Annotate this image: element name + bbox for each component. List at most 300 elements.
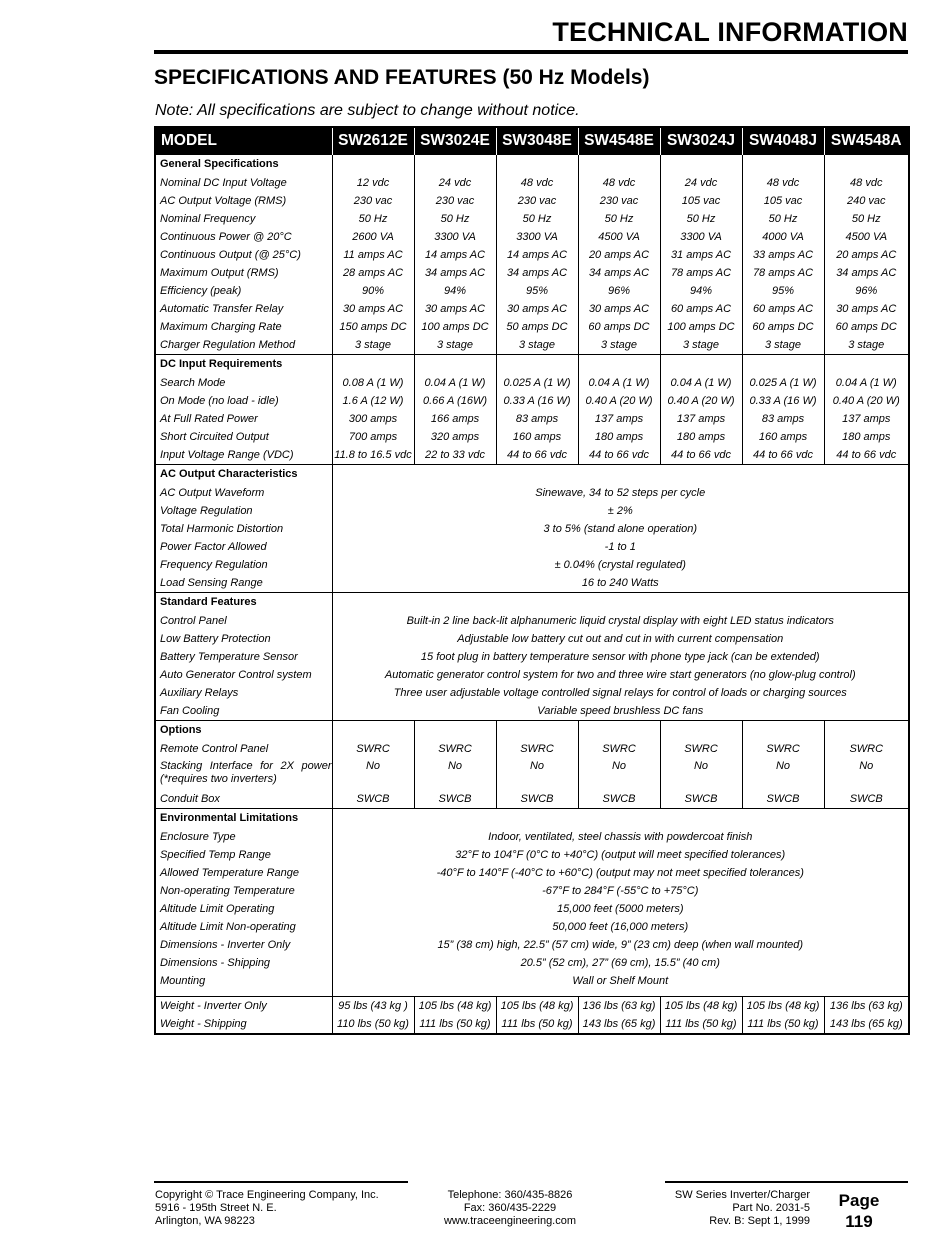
row-value-cell: SWRC <box>660 740 742 758</box>
table-row <box>155 936 909 954</box>
row-label: AC Output Voltage (RMS) <box>155 192 332 210</box>
row-value-cell: 105 vac <box>660 192 742 210</box>
table-row <box>155 900 909 918</box>
row-value-cell: 90% <box>332 282 414 300</box>
section-header-row <box>155 155 909 175</box>
row-value-cell: 0.40 A (20 W) <box>578 392 660 410</box>
section-header-filler <box>332 465 909 485</box>
row-value-cell: 0.66 A (16W) <box>414 392 496 410</box>
row-value-cell: 94% <box>660 282 742 300</box>
row-label: Mounting <box>155 972 332 990</box>
footer-rule-left <box>154 1181 408 1183</box>
row-value-cell: 50 Hz <box>414 210 496 228</box>
page-number: 119 <box>845 1212 873 1231</box>
section-header-filler <box>742 721 824 741</box>
row-value-cell: 300 amps <box>332 410 414 428</box>
row-value-cell: 160 amps <box>742 428 824 446</box>
row-value-cell: 180 amps <box>578 428 660 446</box>
table-row <box>155 174 909 192</box>
row-value-cell: 33 amps AC <box>742 246 824 264</box>
row-label: Allowed Temperature Range <box>155 864 332 882</box>
row-value-cell: 143 lbs (65 kg) <box>578 1015 660 1034</box>
model-header-cell: SW4548A <box>824 127 909 155</box>
table-row <box>155 972 909 990</box>
row-value-cell: 78 amps AC <box>660 264 742 282</box>
row-label: Dimensions - Shipping <box>155 954 332 972</box>
row-value-cell: 30 amps AC <box>496 300 578 318</box>
row-value-merged: ± 2% <box>607 505 633 517</box>
row-label: Altitude Limit Operating <box>155 900 332 918</box>
row-value-merged: Adjustable low battery cut out and cut in with current compensation <box>457 633 784 645</box>
table-row <box>155 410 909 428</box>
row-value-cell: 3300 VA <box>414 228 496 246</box>
row-value-cell: 60 amps DC <box>742 318 824 336</box>
row-value-cell: SWRC <box>414 740 496 758</box>
row-label: Short Circuited Output <box>155 428 332 446</box>
row-value-merged: Sinewave, 34 to 52 steps per cycle <box>535 487 706 499</box>
row-value-merged: Variable speed brushless DC fans <box>537 705 704 717</box>
row-value-cell: 96% <box>578 282 660 300</box>
row-label: Altitude Limit Non-operating <box>155 918 332 936</box>
section-header-filler <box>824 721 909 741</box>
row-value-cell: 105 lbs (48 kg) <box>660 997 742 1016</box>
row-label: Enclosure Type <box>155 828 332 846</box>
row-value-cell: 30 amps AC <box>836 303 897 315</box>
row-value-cell: 3 stage <box>332 336 414 355</box>
table-row <box>155 318 909 336</box>
footer-revision: Rev. B: Sept 1, 1999 <box>709 1215 810 1227</box>
footer-address <box>155 1189 379 1228</box>
row-label: Nominal DC Input Voltage <box>155 174 332 192</box>
row-value-cell: 31 amps AC <box>660 246 742 264</box>
row-label: Low Battery Protection <box>155 630 332 648</box>
row-value-cell: 137 amps <box>842 413 891 425</box>
row-value-cell: 24 vdc <box>414 174 496 192</box>
row-value-cell: 3 stage <box>742 336 824 355</box>
table-row <box>155 740 909 758</box>
footer-document-info <box>630 1189 810 1228</box>
table-row <box>155 446 909 465</box>
row-value-cell: 3 stage <box>848 339 885 351</box>
row-value-merged: Built-in 2 line back-lit alphanumeric liquid crystal display with eight LED status indicators <box>406 615 834 627</box>
row-value-cell: 50 Hz <box>578 210 660 228</box>
row-label: Search Mode <box>155 374 332 392</box>
row-value-cell: 105 vac <box>742 192 824 210</box>
section-header-row <box>155 465 909 485</box>
row-value-merged: 15,000 feet (5000 meters) <box>556 903 684 915</box>
row-value-cell: 143 lbs (65 kg) <box>829 1018 903 1030</box>
section-header-row <box>155 721 909 741</box>
row-label: At Full Rated Power <box>155 410 332 428</box>
table-row <box>155 612 909 630</box>
footer-product: SW Series Inverter/Charger <box>674 1189 810 1201</box>
row-value-merged: Wall or Shelf Mount <box>572 975 669 987</box>
row-value-cell: 60 amps DC <box>835 321 897 333</box>
section-header-filler <box>824 155 909 175</box>
model-header: MODEL <box>155 127 332 155</box>
row-value-cell: 0.08 A (1 W) <box>332 374 414 392</box>
row-label: Maximum Charging Rate <box>155 318 332 336</box>
table-row <box>155 1015 909 1034</box>
section-header-filler <box>414 155 496 175</box>
section-header-filler <box>578 155 660 175</box>
row-value-cell: 3 stage <box>578 336 660 355</box>
table-row <box>155 246 909 264</box>
model-header-cell: SW3024E <box>414 127 496 155</box>
row-value-cell: 0.33 A (16 W) <box>742 392 824 410</box>
row-value-cell: SWCB <box>660 790 742 809</box>
row-value-cell: 44 to 66 vdc <box>660 446 742 465</box>
footer-copyright: Copyright © Trace Engineering Company, Inc. <box>155 1189 379 1201</box>
footer-rule-right <box>665 1181 908 1183</box>
row-label: Maximum Output (RMS) <box>155 264 332 282</box>
model-header-cell: SW4048J <box>742 127 824 155</box>
section-header-filler <box>578 721 660 741</box>
section-header-row <box>155 355 909 375</box>
section-title-standard: Standard Features <box>155 593 332 613</box>
section-header-filler <box>332 593 909 613</box>
section-title-general: General Specifications <box>155 155 332 175</box>
row-value-cell: 50 Hz <box>851 213 881 225</box>
row-value-cell: 105 lbs (48 kg) <box>742 997 824 1016</box>
row-value-cell: 12 vdc <box>332 174 414 192</box>
row-value-merged: 50,000 feet (16,000 meters) <box>552 921 689 933</box>
row-value-cell: SWRC <box>742 740 824 758</box>
table-row <box>155 556 909 574</box>
section-header-filler <box>660 355 742 375</box>
table-row <box>155 264 909 282</box>
row-value-cell: 60 amps AC <box>660 300 742 318</box>
section-header-filler <box>496 721 578 741</box>
table-row <box>155 428 909 446</box>
model-header-cell: SW3024J <box>660 127 742 155</box>
row-value-cell: 100 amps DC <box>660 318 742 336</box>
row-value-cell: 4500 VA <box>845 231 888 243</box>
row-value-cell: 96% <box>855 285 878 297</box>
row-value-cell: SWCB <box>414 790 496 809</box>
row-value-cell: 111 lbs (50 kg) <box>660 1015 742 1034</box>
row-value-cell: 0.025 A (1 W) <box>742 374 824 392</box>
table-row <box>155 882 909 900</box>
table-header-row <box>155 127 909 155</box>
row-value-cell: 30 amps AC <box>332 300 414 318</box>
table-row <box>155 997 909 1016</box>
row-value-cell: 44 to 66 vdc <box>742 446 824 465</box>
row-value-merged: -67°F to 284°F (-55°C to +75°C) <box>542 885 699 897</box>
row-value-cell: 60 amps AC <box>742 300 824 318</box>
row-value-cell: 110 lbs (50 kg) <box>332 1015 414 1034</box>
row-value-cell: SWCB <box>742 790 824 809</box>
row-label: Stacking Interface for 2X power (*requires two inverters) <box>155 758 332 790</box>
row-value-cell: 83 amps <box>742 410 824 428</box>
row-value-cell: 44 to 66 vdc <box>836 449 897 461</box>
row-value-cell: 4000 VA <box>742 228 824 246</box>
row-value-cell: 3 stage <box>414 336 496 355</box>
row-value-cell: 14 amps AC <box>496 246 578 264</box>
row-label: Remote Control Panel <box>155 740 332 758</box>
model-header-cell: SW4548E <box>578 127 660 155</box>
row-label: Weight - Shipping <box>155 1015 332 1034</box>
row-value-cell: 0.04 A (1 W) <box>835 377 897 389</box>
row-value-cell: 48 vdc <box>742 174 824 192</box>
specifications-table <box>154 126 910 1035</box>
section-title: SPECIFICATIONS AND FEATURES (50 Hz Models) <box>154 66 650 89</box>
row-value-cell: 105 lbs (48 kg) <box>496 997 578 1016</box>
footer-telephone: Telephone: 360/435-8826 <box>447 1189 573 1201</box>
row-label: Nominal Frequency <box>155 210 332 228</box>
row-value-merged: 15” (38 cm) high, 22.5” (57 cm) wide, 9” (23 cm) deep (when wall mounted) <box>437 939 804 951</box>
row-value-cell: 50 Hz <box>742 210 824 228</box>
header-title: TECHNICAL INFORMATION <box>552 17 908 47</box>
section-title-environmental: Environmental Limitations <box>155 809 332 829</box>
table-row <box>155 192 909 210</box>
row-value-cell: 4500 VA <box>578 228 660 246</box>
row-value-cell: 50 Hz <box>660 210 742 228</box>
row-value-cell: 0.33 A (16 W) <box>496 392 578 410</box>
table-row <box>155 954 909 972</box>
row-value-cell: 0.40 A (20 W) <box>660 392 742 410</box>
row-label: Battery Temperature Sensor <box>155 648 332 666</box>
row-value-cell: 95% <box>496 282 578 300</box>
row-label: Power Factor Allowed <box>155 538 332 556</box>
row-label: On Mode (no load - idle) <box>155 392 332 410</box>
row-value-cell: 700 amps <box>332 428 414 446</box>
table-row <box>155 630 909 648</box>
row-value-cell: 34 amps AC <box>836 267 897 279</box>
row-value-cell: SWCB <box>849 793 883 805</box>
row-value-cell: 230 vac <box>578 192 660 210</box>
section-title-dc_input: DC Input Requirements <box>155 355 332 375</box>
table-row <box>155 300 909 318</box>
table-row <box>155 648 909 666</box>
row-value-cell: 14 amps AC <box>414 246 496 264</box>
row-label: Load Sensing Range <box>155 574 332 593</box>
footer-part-number: Part No. 2031-5 <box>732 1202 810 1214</box>
section-header-filler <box>660 721 742 741</box>
row-label: Total Harmonic Distortion <box>155 520 332 538</box>
row-label: Automatic Transfer Relay <box>155 300 332 318</box>
row-value-cell: No <box>332 758 414 790</box>
row-value-cell: SWRC <box>496 740 578 758</box>
row-value-cell: 137 amps <box>578 410 660 428</box>
row-value-cell: 166 amps <box>414 410 496 428</box>
row-value-cell: 160 amps <box>496 428 578 446</box>
row-value-cell: 180 amps <box>842 431 891 443</box>
row-label: Fan Cooling <box>155 702 332 721</box>
row-value-cell: 3 stage <box>496 336 578 355</box>
row-value-cell: 48 vdc <box>578 174 660 192</box>
header-rule <box>154 50 908 54</box>
page-number-block <box>826 1190 892 1232</box>
row-value-merged: 32°F to 104°F (0°C to +40°C) (output will meet specified tolerances) <box>455 849 786 861</box>
section-header-row <box>155 809 909 829</box>
table-row <box>155 374 909 392</box>
row-value-cell: 48 vdc <box>496 174 578 192</box>
row-value-cell: No <box>742 758 824 790</box>
row-value-cell: 111 lbs (50 kg) <box>742 1015 824 1034</box>
row-value-cell: 3300 VA <box>660 228 742 246</box>
table-row <box>155 574 909 593</box>
section-header-filler <box>660 155 742 175</box>
model-header-cell: SW3048E <box>496 127 578 155</box>
row-value-cell: 0.025 A (1 W) <box>496 374 578 392</box>
section-header-filler <box>332 355 414 375</box>
row-value-merged: -1 to 1 <box>604 541 636 553</box>
table-row <box>155 702 909 721</box>
section-header-filler <box>496 355 578 375</box>
row-value-cell: 22 to 33 vdc <box>414 446 496 465</box>
row-value-cell: 24 vdc <box>660 174 742 192</box>
row-value-cell: 3 stage <box>660 336 742 355</box>
section-header-filler <box>332 809 909 829</box>
section-header-filler <box>414 721 496 741</box>
row-value-cell: 48 vdc <box>850 177 883 189</box>
row-value-cell: 83 amps <box>496 410 578 428</box>
table-row <box>155 282 909 300</box>
section-header-filler <box>332 155 414 175</box>
row-value-cell: 3300 VA <box>496 228 578 246</box>
row-value-cell: 11.8 to 16.5 vdc <box>332 446 414 465</box>
row-label: Auto Generator Control system <box>155 666 332 684</box>
footer-fax: Fax: 360/435-2229 <box>463 1202 557 1214</box>
row-value-cell: 0.40 A (20 W) <box>832 395 900 407</box>
row-value-cell: 0.04 A (1 W) <box>660 374 742 392</box>
row-value-cell: 150 amps DC <box>332 318 414 336</box>
row-value-cell: 78 amps AC <box>742 264 824 282</box>
row-value-cell: No <box>660 758 742 790</box>
row-value-merged: ± 0.04% (crystal regulated) <box>554 559 686 571</box>
row-label: Charger Regulation Method <box>155 336 332 355</box>
table-row <box>155 520 909 538</box>
row-value-cell: 240 vac <box>846 195 886 207</box>
row-value-cell: 0.04 A (1 W) <box>578 374 660 392</box>
row-value-cell: 50 Hz <box>496 210 578 228</box>
row-value-cell: 20 amps AC <box>578 246 660 264</box>
row-value-merged: Three user adjustable voltage controlled signal relays for control of loads or charging sources <box>393 687 847 699</box>
row-value-cell: 44 to 66 vdc <box>578 446 660 465</box>
row-value-cell: 111 lbs (50 kg) <box>496 1015 578 1034</box>
row-value-merged: 15 foot plug in battery temperature sensor with phone type jack (can be extended) <box>420 651 820 663</box>
footer-contact <box>410 1189 610 1228</box>
row-label: Control Panel <box>155 612 332 630</box>
row-value-cell: 95 lbs (43 kg ) <box>332 997 414 1016</box>
row-value-cell: 94% <box>414 282 496 300</box>
row-label: Conduit Box <box>155 790 332 809</box>
row-value-merged: Automatic generator control system for two and three wire start generators (no glow-plug control) <box>384 669 856 681</box>
section-header-filler <box>414 355 496 375</box>
row-value-cell: 50 Hz <box>332 210 414 228</box>
row-value-cell: 100 amps DC <box>414 318 496 336</box>
row-value-merged: 16 to 240 Watts <box>581 577 659 589</box>
table-row <box>155 538 909 556</box>
row-value-merged: Indoor, ventilated, steel chassis with powdercoat finish <box>488 831 753 843</box>
row-value-cell: SWRC <box>578 740 660 758</box>
table-row <box>155 684 909 702</box>
row-value-merged: -40°F to 140°F (-40°C to +60°C) (output may not meet specified tolerances) <box>436 867 804 879</box>
section-header-filler <box>742 155 824 175</box>
row-value-cell: 180 amps <box>660 428 742 446</box>
section-header-filler <box>742 355 824 375</box>
section-title-ac_output: AC Output Characteristics <box>155 465 332 485</box>
row-value-cell: 11 amps AC <box>332 246 414 264</box>
section-header-filler <box>496 155 578 175</box>
row-value-merged: 3 to 5% (stand alone operation) <box>543 523 697 535</box>
row-value-cell: No <box>414 758 496 790</box>
footer-website: www.traceengineering.com <box>443 1215 577 1227</box>
row-value-cell: 34 amps AC <box>496 264 578 282</box>
note: Note: All specifications are subject to change without notice. <box>155 102 580 119</box>
row-label: Specified Temp Range <box>155 846 332 864</box>
row-value-cell: No <box>496 758 578 790</box>
table-row <box>155 758 909 790</box>
row-value-cell: 50 amps DC <box>496 318 578 336</box>
row-value-cell: SWCB <box>578 790 660 809</box>
section-header-filler <box>824 355 909 375</box>
footer-street: 5916 - 195th Street N. E. <box>155 1202 277 1214</box>
row-label: Input Voltage Range (VDC) <box>155 446 332 465</box>
row-value-cell: 137 amps <box>660 410 742 428</box>
row-value-cell: 230 vac <box>496 192 578 210</box>
row-value-cell: 0.04 A (1 W) <box>414 374 496 392</box>
row-value-cell: SWCB <box>332 790 414 809</box>
row-label: Voltage Regulation <box>155 502 332 520</box>
row-label: Continuous Power @ 20°C <box>155 228 332 246</box>
row-value-cell: 34 amps AC <box>414 264 496 282</box>
row-label: Auxiliary Relays <box>155 684 332 702</box>
row-value-cell: SWCB <box>496 790 578 809</box>
row-value-cell: 28 amps AC <box>332 264 414 282</box>
model-header-cell: SW2612E <box>332 127 414 155</box>
row-value-cell: 230 vac <box>414 192 496 210</box>
row-value-cell: 136 lbs (63 kg) <box>824 997 909 1016</box>
row-value-cell: 95% <box>742 282 824 300</box>
row-value-cell: 20 amps AC <box>836 249 897 261</box>
row-value-cell: 30 amps AC <box>578 300 660 318</box>
row-value-cell: SWRC <box>332 740 414 758</box>
table-row <box>155 828 909 846</box>
row-label: Efficiency (peak) <box>155 282 332 300</box>
table-row <box>155 864 909 882</box>
row-label: Frequency Regulation <box>155 556 332 574</box>
row-label: AC Output Waveform <box>155 484 332 502</box>
row-label: Dimensions - Inverter Only <box>155 936 332 954</box>
row-label: Weight - Inverter Only <box>155 997 332 1016</box>
row-value-cell: 44 to 66 vdc <box>496 446 578 465</box>
table-row <box>155 790 909 809</box>
footer-city: Arlington, WA 98223 <box>155 1215 255 1227</box>
row-value-cell: 136 lbs (63 kg) <box>578 997 660 1016</box>
page-header <box>154 16 908 54</box>
row-value-cell: 230 vac <box>332 192 414 210</box>
row-value-cell: No <box>578 758 660 790</box>
table-row <box>155 918 909 936</box>
table-row <box>155 228 909 246</box>
row-value-cell: 30 amps AC <box>414 300 496 318</box>
row-value-cell: 105 lbs (48 kg) <box>414 997 496 1016</box>
table-row <box>155 336 909 355</box>
section-header-filler <box>578 355 660 375</box>
section-title-options: Options <box>155 721 332 741</box>
row-value-cell: SWRC <box>849 743 884 755</box>
row-value-cell: 320 amps <box>414 428 496 446</box>
specifications-table-body <box>155 127 909 1034</box>
row-label: Continuous Output (@ 25°C) <box>155 246 332 264</box>
section-header-row <box>155 593 909 613</box>
row-value-merged: 20.5” (52 cm), 27” (69 cm), 15.5” (40 cm) <box>520 957 720 969</box>
page-label: Page <box>838 1191 880 1210</box>
table-row <box>155 666 909 684</box>
table-row <box>155 210 909 228</box>
